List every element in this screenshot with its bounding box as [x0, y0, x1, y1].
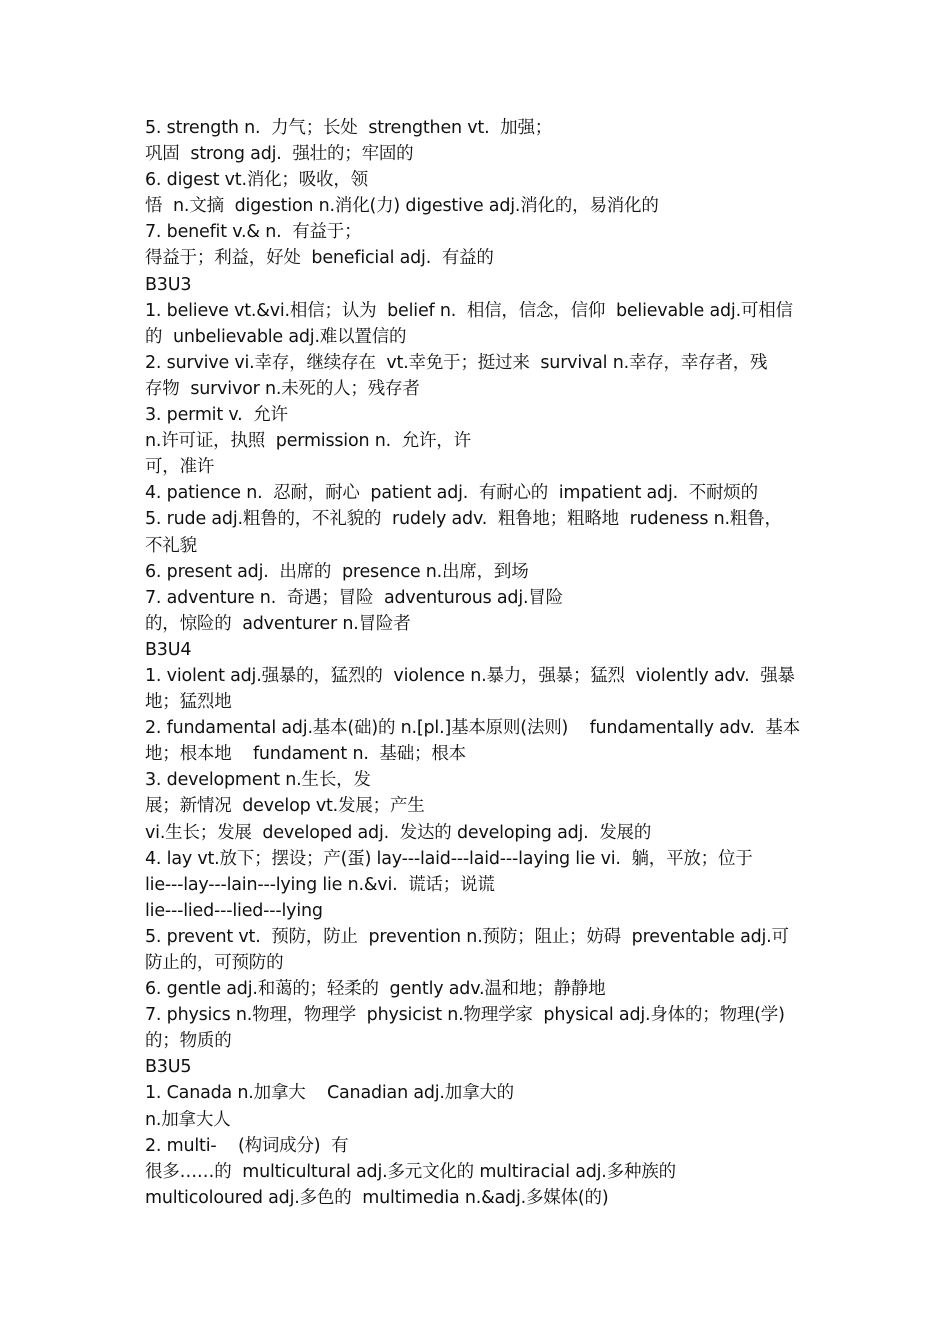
text-line: 可，准许	[145, 457, 215, 478]
text-line: 1. believe vt.&vi.相信；认为 belief n. 相信，信念，信仰 believable adj.可相信	[145, 300, 793, 321]
text-line: 的 unbelievable adj.难以置信的	[145, 326, 407, 347]
text-line: 4. patience n. 忍耐，耐心 patient adj. 有耐心的 impatient adj. 不耐烦的	[145, 483, 758, 504]
text-line: n.许可证，执照 permission n. 允许，许	[145, 431, 471, 452]
text-line: vi.生长；发展 developed adj. 发达的 developing adj. 发展的	[145, 822, 652, 843]
text-line: 很多……的 multicultural adj.多元文化的 multiracial adj.多种族的	[145, 1161, 676, 1182]
section-heading: B3U5	[145, 1057, 192, 1078]
text-line: 4. lay vt.放下；摆设；产(蛋) lay---laid---laid---laying lie vi. 躺，平放；位于	[145, 848, 753, 869]
text-line: 展；新情况 develop vt.发展；产生	[145, 796, 425, 817]
text-line: lie---lay---lain---lying lie n.&vi. 谎话；说谎	[145, 874, 495, 895]
section-heading: B3U4	[145, 639, 192, 660]
text-line: 6. gentle adj.和蔼的；轻柔的 gently adv.温和地；静静地	[145, 979, 606, 1000]
text-line: 3. permit v. 允许	[145, 405, 288, 426]
text-line: 2. survive vi.幸存，继续存在 vt.幸免于；挺过来 survival n.幸存，幸存者，残	[145, 352, 768, 373]
text-line: 地；根本地 fundament n. 基础；根本	[145, 744, 466, 765]
text-line: 防止的，可预防的	[145, 953, 284, 973]
text-line: 6. present adj. 出席的 presence n.出席，到场	[145, 561, 529, 582]
text-line: 1. Canada n.加拿大 Canadian adj.加拿大的	[145, 1083, 514, 1104]
text-line: 地；猛烈地	[145, 692, 232, 713]
text-line: 5. prevent vt. 预防，防止 prevention n.预防；阻止；妨碍 preventable adj.可	[145, 926, 789, 947]
text-line: 7. benefit v.& n. 有益于；	[145, 222, 362, 243]
text-line: n.加拿大人	[145, 1109, 231, 1130]
text-line: 3. development n.生长，发	[145, 770, 371, 791]
text-line: 6. digest vt.消化；吸收，领	[145, 170, 368, 191]
text-line: 1. violent adj.强暴的，猛烈的 violence n.暴力，强暴；猛烈 violently adv. 强暴	[145, 665, 795, 686]
text-line: 7. adventure n. 奇遇；冒险 adventurous adj.冒险	[145, 587, 563, 608]
text-line: 存物 survivor n.未死的人；残存者	[145, 378, 420, 399]
text-line: 的；物质的	[145, 1031, 232, 1052]
text-line: 巩固 strong adj. 强壮的；牢固的	[145, 144, 414, 165]
section-heading: B3U3	[145, 274, 192, 295]
text-line: 5. strength n. 力气；长处 strengthen vt. 加强；	[145, 118, 553, 138]
document-body	[145, 115, 825, 1211]
text-line: 的，惊险的 adventurer n.冒险者	[145, 613, 411, 634]
text-line: 7. physics n.物理，物理学 physicist n.物理学家 physical adj.身体的；物理(学)	[145, 1005, 785, 1026]
text-line: 5. rude adj.粗鲁的，不礼貌的 rudely adv. 粗鲁地；粗略地 rudeness n.粗鲁，	[145, 509, 782, 530]
text-line: lie---lied---lied---lying	[145, 900, 323, 921]
text-line: 2. fundamental adj.基本(础)的 n.[pl.]基本原则(法则) fundamentally adv. 基本	[145, 718, 801, 739]
text-line: 得益于；利益，好处 beneficial adj. 有益的	[145, 248, 494, 269]
text-line: multicoloured adj.多色的 multimedia n.&adj.多媒体(的)	[145, 1187, 609, 1208]
text-line: 不礼貌	[145, 535, 197, 556]
text-line: 悟 n.文摘 digestion n.消化(力) digestive adj.消化的，易消化的	[145, 196, 659, 217]
text-line: 2. multi- (构词成分) 有	[145, 1135, 349, 1156]
